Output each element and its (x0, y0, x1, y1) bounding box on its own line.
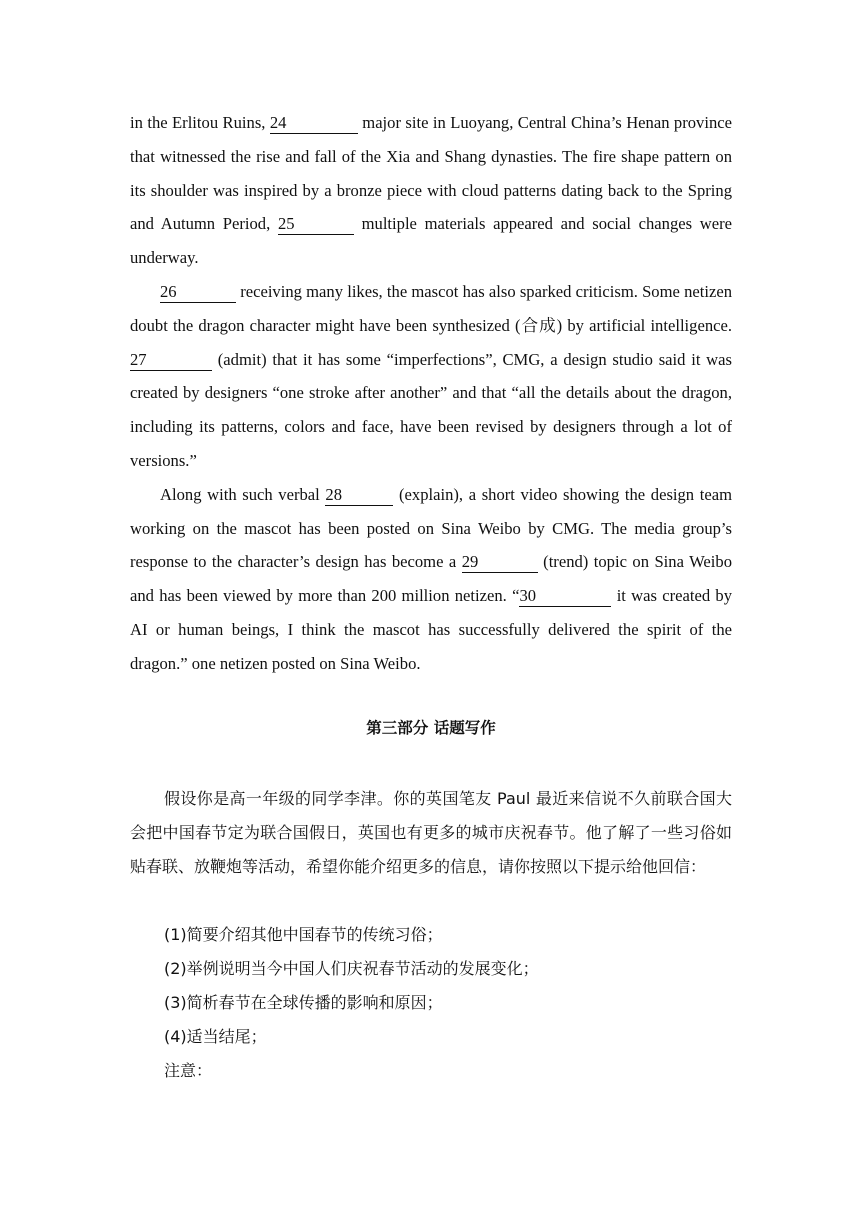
blank-28[interactable]: 28 (325, 485, 393, 506)
text-run: major site in Luoyang, Central China’s Henan province that witnessed the rise and fall of the Xia and Shang dynasties. The fire shape pattern on its shoulder was inspired by a bronze piece with cloud patterns dating back to the Spring and Autumn Period, (130, 113, 732, 234)
list-item: 注意： (164, 1061, 213, 1080)
text-run: Along with such verbal (160, 484, 326, 504)
text-run: in the Erlitou Ruins, (130, 113, 270, 132)
blank-24[interactable]: 24 (270, 113, 358, 134)
list-item: (2)举例说明当今中国人们庆祝春节活动的发展变化； (164, 959, 539, 978)
blank-30[interactable]: 30 (519, 586, 611, 607)
list-item: (4)适当结尾； (164, 1027, 267, 1046)
text-run: (trend) topic on Sina Weibo and has been viewed by more than 200 million netizen. “ (130, 552, 732, 606)
section-title: 第三部分 话题写作 (366, 719, 496, 737)
prompt-list (130, 918, 732, 1088)
text-run: multiple materials appeared and social changes were underway. (130, 214, 732, 268)
passage-paragraph-1 (130, 106, 732, 275)
text-run: (admit) that it has some “imperfections”, CMG, a design studio said it was created by designers “one stroke after another” and that “all the details about the dragon, including its patterns, colors and face, have been revised by designers through a lot of versions.” (130, 349, 732, 470)
list-item: (1)简要介绍其他中国春节的传统习俗； (164, 925, 443, 944)
list-item: (3)简析春节在全球传播的影响和原因； (164, 993, 443, 1012)
text-run: (explain), a short video showing the design team working on the mascot has been posted on Sina Weibo by CMG. The media group’s response to the character’s design has become a (130, 484, 732, 572)
passage-paragraph-3 (130, 478, 732, 681)
blank-29[interactable]: 29 (462, 552, 538, 573)
blank-25[interactable]: 25 (278, 214, 354, 235)
passage-paragraph-2 (130, 275, 732, 478)
blank-27[interactable]: 27 (130, 350, 212, 371)
document-page (130, 106, 732, 1080)
text-run: receiving many likes, the mascot has also sparked criticism. Some netizen doubt the dragon character might have been synthesized (合成) by artificial intelligence. (130, 281, 732, 335)
text-run: it was created by AI or human beings, I think the mascot has successfully delivered the spirit of the dragon.” one netizen posted on Sina Weibo. (130, 586, 732, 673)
writing-prompt: 假设你是高一年级的同学李津。你的英国笔友 Paul 最近来信说不久前联合国大会把中国春节定为联合国假日，英国也有更多的城市庆祝春节。他了解了一些习俗如贴春联、放鞭炮等活动，希望你能介绍更多的信息，请你按照以下提示给他回信： (130, 789, 732, 876)
blank-26[interactable]: 26 (160, 282, 236, 303)
